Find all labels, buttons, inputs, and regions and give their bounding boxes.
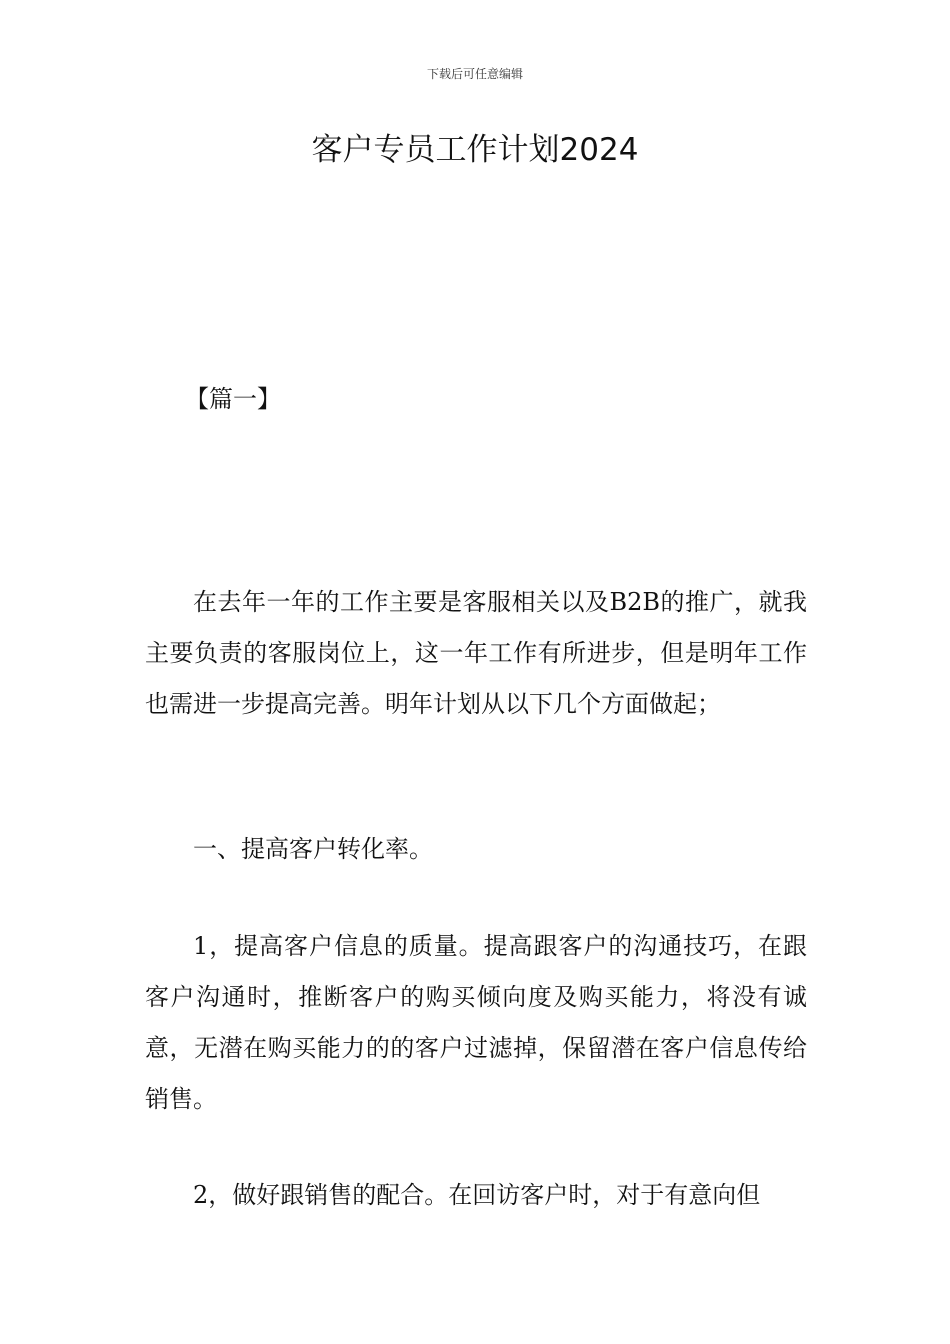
header-note: 下载后可任意编辑 — [426, 67, 523, 81]
section-label: 【篇一】 — [185, 385, 281, 413]
intro-paragraph: 在去年一年的工作主要是客服相关以及B2B的推广，就我主要负责的客服岗位上，这一年工作有所进步，但是明年工作也需进一步提高完善。明年计划从以下几个方面做起； — [145, 588, 807, 718]
document-title: 客户专员工作计划2024 — [311, 132, 639, 168]
section-heading-1: 一、提高客户转化率。 — [193, 835, 433, 863]
list-item-1: 1，提高客户信息的质量。提高跟客户的沟通技巧，在跟客户沟通时，推断客户的购买倾向度及购买能力，将没有诚意，无潜在购买能力的的客户过滤掉，保留潜在客户信息传给销售。 — [145, 932, 807, 1113]
list-item-2: 2，做好跟销售的配合。在回访客户时，对于有意向但 — [193, 1181, 761, 1209]
